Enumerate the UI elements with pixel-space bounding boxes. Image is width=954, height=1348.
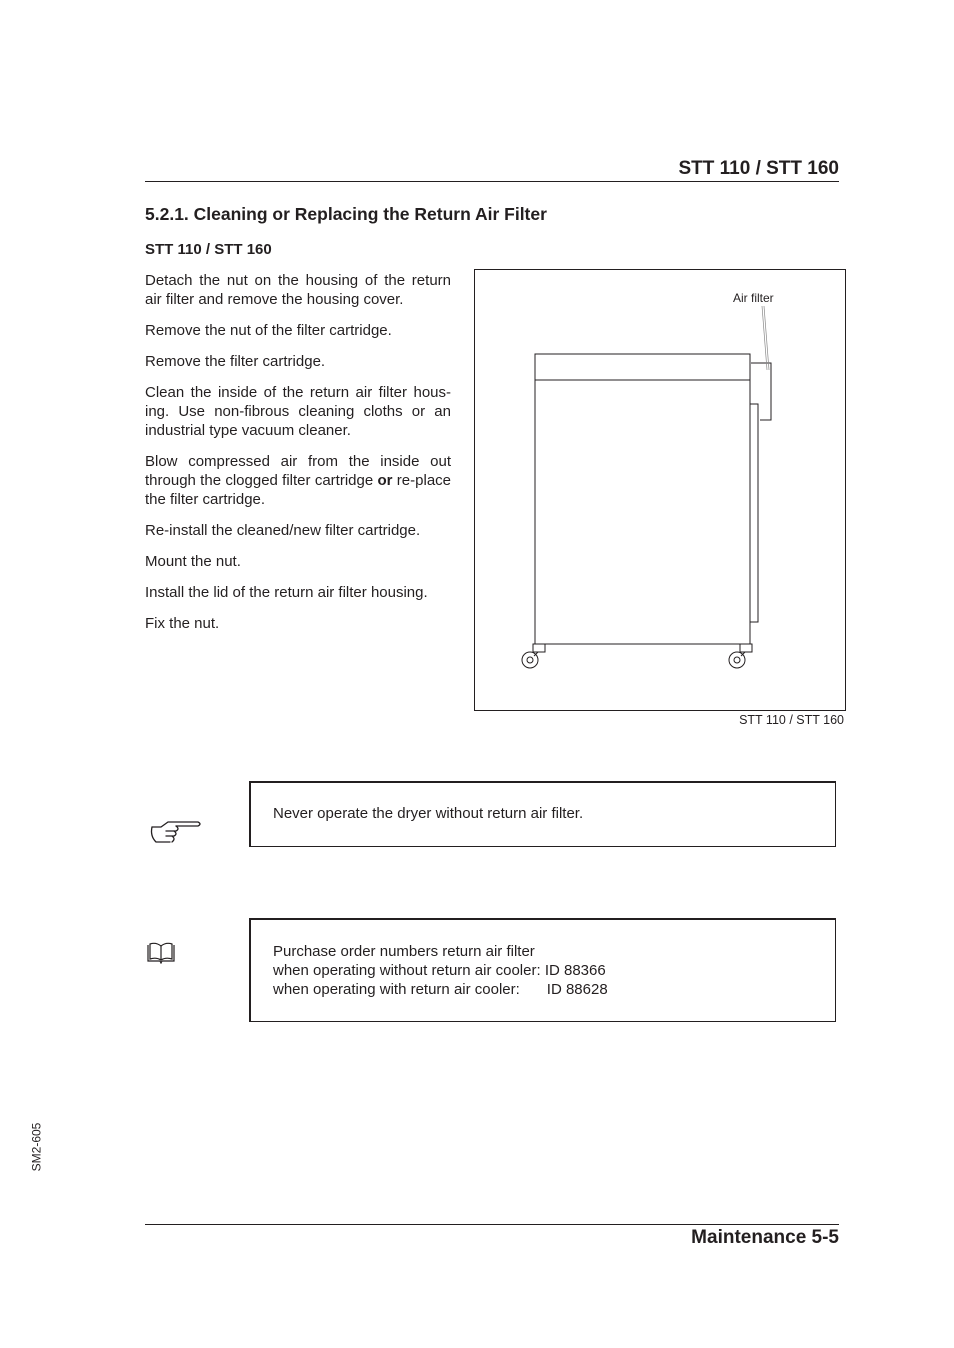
warning-note-text: Never operate the dryer without return air filter. [273, 805, 584, 822]
pointing-hand-icon [148, 818, 204, 853]
step-paragraph [145, 452, 451, 509]
step-paragraph: Fix the nut. [145, 615, 220, 632]
step-paragraph: Mount the nut. [145, 553, 241, 570]
order-info-id: ID 88628 [546, 981, 608, 998]
air-filter-housing [758, 363, 771, 420]
left-caster [522, 644, 545, 668]
order-info-heading: Purchase order numbers return air filter [273, 943, 535, 960]
step-paragraph: Remove the filter cartridge. [145, 353, 326, 370]
air-filter-callout: Air filter [733, 291, 774, 305]
steps-list [145, 271, 451, 645]
order-info-text [273, 942, 608, 999]
order-info-line [273, 980, 608, 999]
order-info-label: when operating with return air cooler: [273, 981, 520, 998]
section-title: 5.2.1. Cleaning or Replacing the Return Air Filter [145, 204, 547, 224]
order-info-line: when operating without return air cooler: ID 88366 [273, 962, 606, 979]
section-subtitle: STT 110 / STT 160 [145, 241, 272, 258]
footer-rule [145, 1224, 839, 1225]
step-paragraph: Remove the nut of the filter cartridge. [145, 322, 392, 339]
warning-note [249, 781, 836, 847]
step-emphasis: or [377, 472, 393, 489]
step-text: Blow compressed air from the inside out through the clogged filter cartridge [145, 453, 451, 489]
dryer-drawing [475, 270, 845, 710]
footer-title: Maintenance 5-5 [691, 1227, 839, 1248]
step-paragraph: Detach the nut on the housing of the return air filter and remove the housing cover. [145, 272, 451, 308]
step-paragraph: Re-install the cleaned/new filter cartridge. [145, 522, 421, 539]
step-paragraph: Install the lid of the return air filter housing. [145, 584, 428, 601]
figure-caption: STT 110 / STT 160 [739, 713, 844, 727]
document-code: SM2-605 [29, 1122, 44, 1172]
dryer-side-panel [750, 404, 758, 622]
open-book-icon [146, 942, 176, 969]
step-text: re-place the filter cartridge. [145, 472, 451, 508]
dryer-figure [474, 269, 846, 711]
right-caster [729, 644, 752, 668]
dryer-top-cover [535, 354, 750, 380]
step-paragraph: Clean the inside of the return air filter hous-ing. Use non-fibrous cleaning cloths or an industrial type vacuum cleaner. [145, 384, 451, 439]
order-info-note [249, 918, 836, 1022]
dryer-body [535, 380, 750, 644]
header-title: STT 110 / STT 160 [678, 158, 839, 179]
header-rule [145, 181, 839, 182]
